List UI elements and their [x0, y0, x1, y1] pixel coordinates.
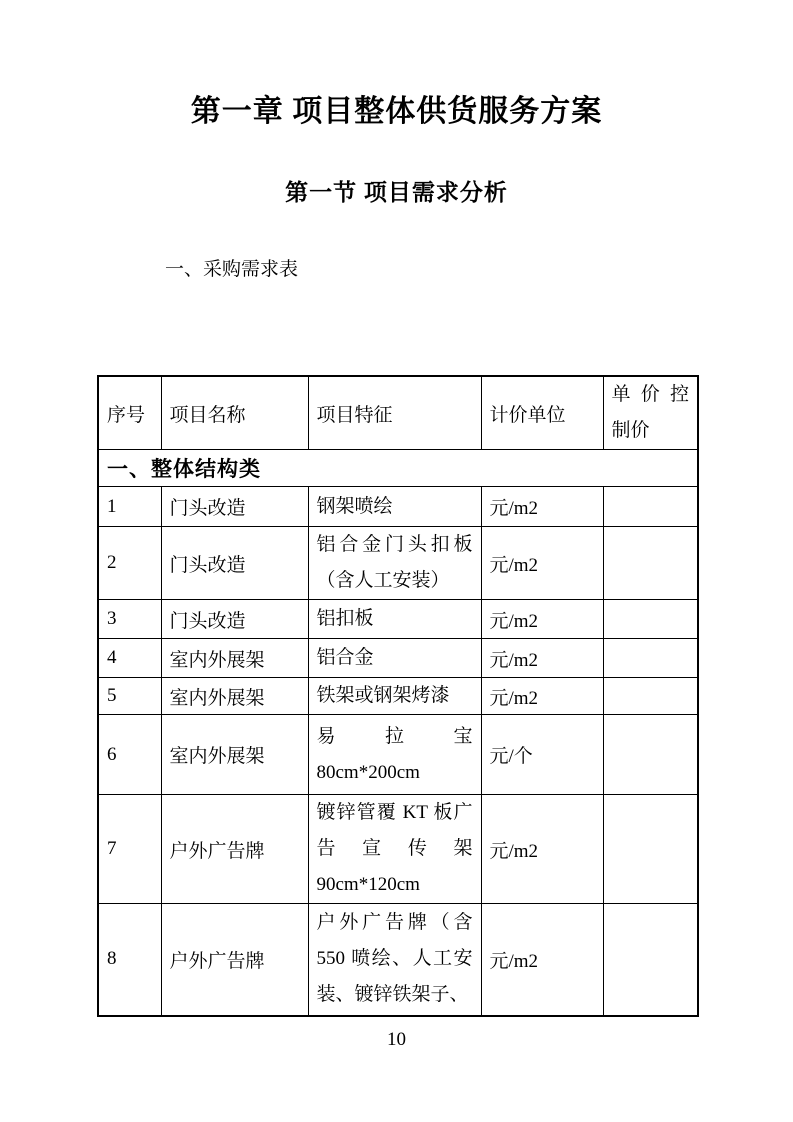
col-header-feature: 项目特征 [308, 376, 481, 450]
section-band-row [98, 450, 698, 487]
cell-feature: 铝扣板 [308, 600, 481, 639]
intro-text: 一、采购需求表 [165, 259, 299, 280]
cell-feature: 户外广告牌（含 550 喷绘、人工安 装、镀锌铁架子、 [308, 904, 481, 1016]
cell-unit: 元/m2 [481, 487, 603, 527]
cell-price [603, 904, 698, 1016]
cell-no: 2 [98, 527, 161, 600]
section-band-label: 一、整体结构类 [98, 450, 698, 487]
cell-unit: 元/个 [481, 715, 603, 795]
cell-name: 户外广告牌 [161, 904, 308, 1016]
procurement-table [97, 375, 699, 1017]
cell-price [603, 715, 698, 795]
table-row [98, 527, 698, 600]
cell-price [603, 795, 698, 904]
cell-price [603, 600, 698, 639]
col-header-unit: 计价单位 [481, 376, 603, 450]
cell-no: 1 [98, 487, 161, 527]
cell-price [603, 487, 698, 527]
cell-price [603, 678, 698, 715]
cell-unit: 元/m2 [481, 795, 603, 904]
cell-unit: 元/m2 [481, 527, 603, 600]
cell-no: 8 [98, 904, 161, 1016]
cell-feature: 易拉宝 80cm*200cm [308, 715, 481, 795]
table-row [98, 795, 698, 904]
cell-name: 室内外展架 [161, 639, 308, 678]
cell-feature: 钢架喷绘 [308, 487, 481, 527]
cell-name: 门头改造 [161, 527, 308, 600]
cell-feature: 铁架或钢架烤漆 [308, 678, 481, 715]
cell-no: 6 [98, 715, 161, 795]
cell-no: 5 [98, 678, 161, 715]
cell-feature: 镀锌管覆 KT 板广 告宣传架 90cm*120cm [308, 795, 481, 904]
cell-unit: 元/m2 [481, 600, 603, 639]
cell-feature: 铝合金门头扣板 （含人工安装） [308, 527, 481, 600]
col-header-name: 项目名称 [161, 376, 308, 450]
table-row [98, 904, 698, 1016]
table-row [98, 487, 698, 527]
cell-no: 7 [98, 795, 161, 904]
cell-name: 门头改造 [161, 600, 308, 639]
cell-price [603, 527, 698, 600]
cell-name: 室内外展架 [161, 715, 308, 795]
cell-no: 3 [98, 600, 161, 639]
table-row [98, 678, 698, 715]
cell-name: 门头改造 [161, 487, 308, 527]
cell-unit: 元/m2 [481, 678, 603, 715]
cell-unit: 元/m2 [481, 639, 603, 678]
table-row [98, 715, 698, 795]
table-header-row [98, 376, 698, 450]
col-header-price: 单价控 制价 [603, 376, 698, 450]
page-number: 10 [387, 1029, 406, 1050]
cell-price [603, 639, 698, 678]
cell-name: 户外广告牌 [161, 795, 308, 904]
cell-unit: 元/m2 [481, 904, 603, 1016]
table-row [98, 600, 698, 639]
cell-name: 室内外展架 [161, 678, 308, 715]
table-row [98, 639, 698, 678]
col-header-no: 序号 [98, 376, 161, 450]
chapter-title: 第一章 项目整体供货服务方案 [190, 95, 603, 128]
section-title: 第一节 项目需求分析 [285, 180, 508, 205]
cell-no: 4 [98, 639, 161, 678]
cell-feature: 铝合金 [308, 639, 481, 678]
